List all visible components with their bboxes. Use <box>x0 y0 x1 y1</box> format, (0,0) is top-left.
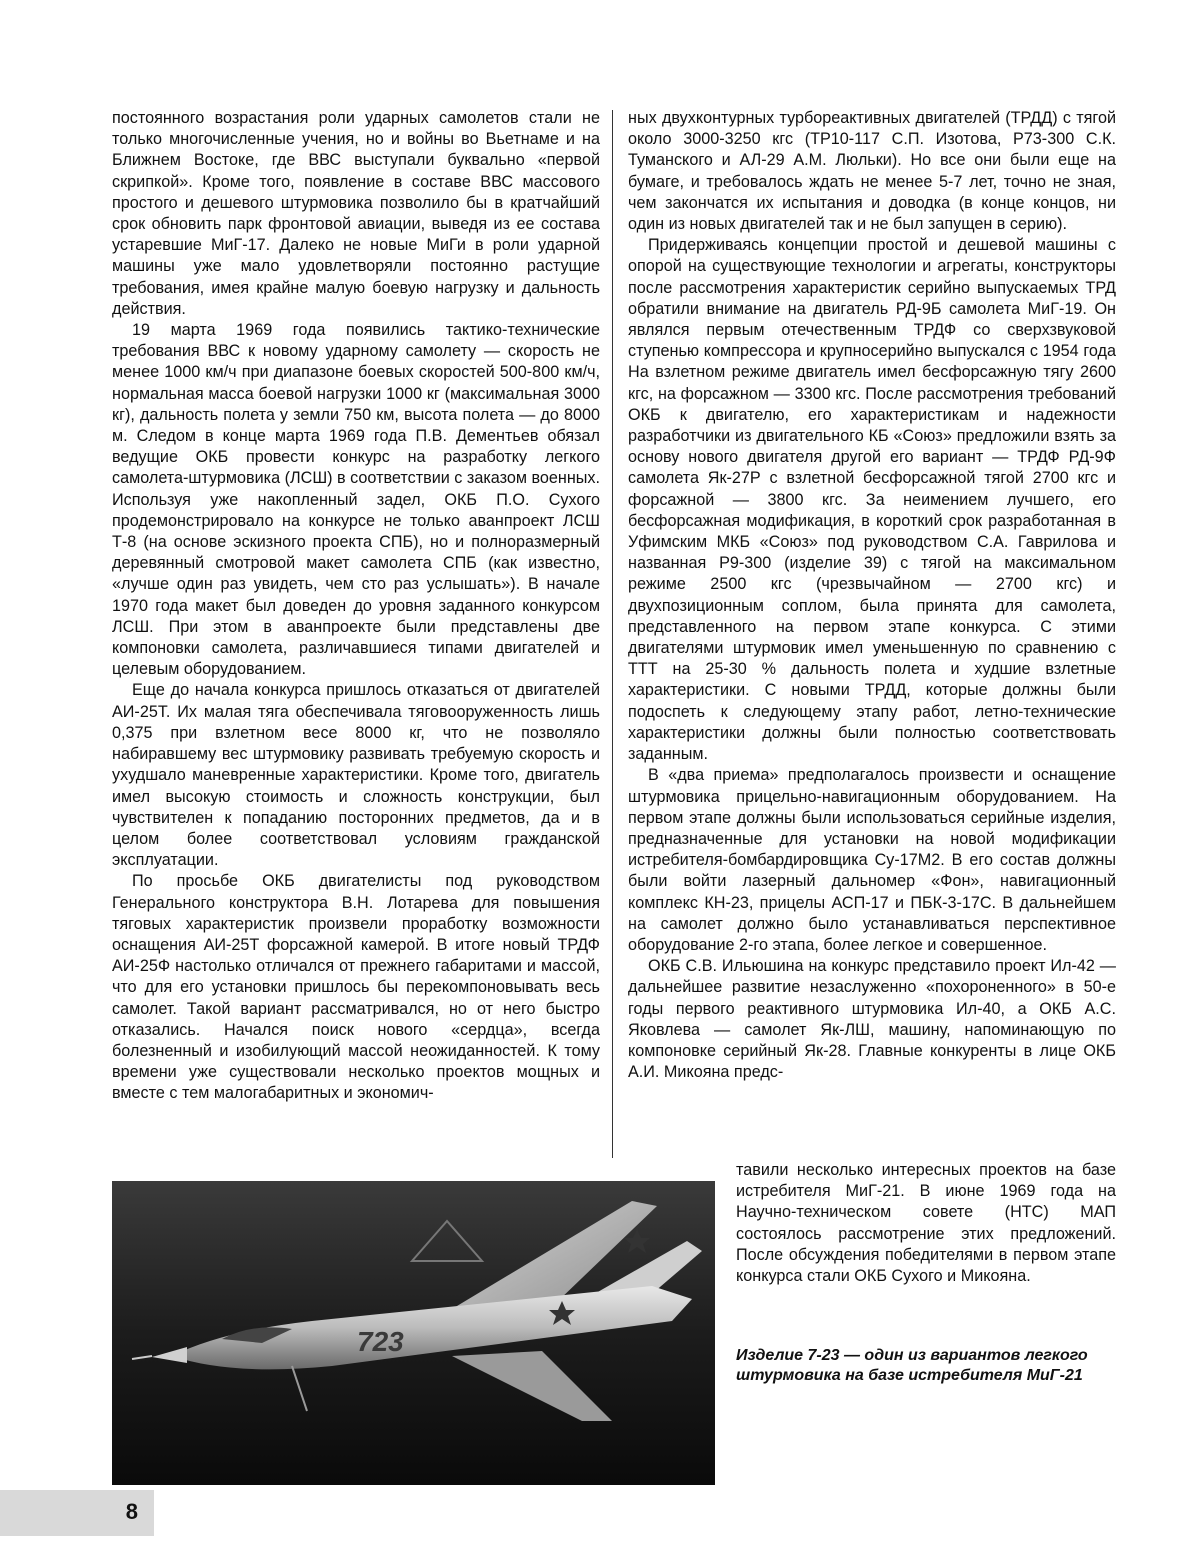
aircraft-photo <box>112 1181 715 1485</box>
paragraph: 19 марта 1969 года появились тактико-технические требования ВВС к новому ударному самолету — скорость не менее 1000 км/ч при диапазоне боевых скоростей 500-800 км/ч, нормальная масса боевой нагрузки 1000 кг (максимальная 3000 кг), дальность полета у земли 750 км, высота полета — до 8000 м. Следом в конце марта 1969 года П.В. Дементьев обязал ведущие ОКБ провести конкурс на разработку легкого самолета-штурмовика (ЛСШ) в соответствии с заказом военных. Используя уже накопленный задел, ОКБ П.О. Сухого продемонстрировало на конкурсе не только аванпроект ЛСШ Т-8 (на основе эскизного проекта СПБ), но и полноразмерный деревянный смотровой макет самолета СПБ (как известно, «лучше один раз увидеть, чем сто раз услышать»). В начале 1970 года макет был доведен до уровня заданного конкурсом ЛСШ. При этом в аванпроекте были представлены две компоновки самолета, различавшиеся типами двигателей и целевым оборудованием. <box>112 321 600 679</box>
paragraph: ных двухконтурных турбореактивных двигателей (ТРДД) с тягой около 3000-3250 кгс (ТР10-117 С.П. Изотова, Р73-300 С.К. Туманского и АЛ-29 А.М. Люльки). Но все они были еще на бумаге, и требовалось ждать не менее 5-7 лет, точно не зная, чем закончатся их испытания и доводка (в конце концов, ни один из новых двигателей так и не был запущен в серию). <box>628 109 1116 234</box>
paragraph: Придерживаясь концепции простой и дешевой машины с опорой на существующие технологии и агрегаты, конструкторы после рассмотрения характеристик серийно выпускаемых ТРД обратили внимание на двигатель РД-9Б самолета МиГ-19. Он являлся первым отечественным ТРДФ со сверхзвуковой ступенью компрессора и крупносерийно выпускался с 1954 года На взлетном режиме двигатель имел бесфорсажную тягу 2600 кгс, на форсажном — 3300 кгс. После рассмотрения требований ОКБ к двигателю, его характеристикам и надежности разработчики из двигательного КБ «Союз» предложили взять за основу нового двигателя другой его вариант — ТРДФ РД-9Ф самолета Як-27Р с взлетной бесфорсажной тягой 2700 кгс и форсажной — 3800 кгс. За неимением лучшего, его бесфорсажная модификация, в короткий срок разработанная в Уфимским МКБ «Союз» под руководством С.А. Гаврилова и названная Р9-300 (изделие 39) с тягой на максимальном режиме 2500 кгс (чрезвычайном — 2700 кгс) и двухпозиционным соплом, была принята для самолета, представленного на первом этапе конкурса. С этими двигателями штурмовик имел уменьшенную по сравнению с ТТТ на 25-30 % дальность полета и худшие взлетные характеристики. С новыми ТРДД, которые должны были подоспеть к следующему этапу работ, летно-технические характеристики должны были полностью соответствовать заданным. <box>628 236 1116 764</box>
paragraph: ОКБ С.В. Ильюшина на конкурс представило проект Ил-42 — дальнейшее развитие незаслуженно «похороненного» в 50-е годы первого реактивного штурмовика Ил-40, а ОКБ А.С. Яковлева — самолет Як-ЛШ, машину, напоминающую по компоновке серийный Як-28. Главные конкуренты в лице ОКБ А.И. Микояна предс- <box>628 957 1116 1082</box>
right-text-column <box>628 108 1116 1083</box>
left-text-column <box>112 108 600 1105</box>
right-text-continuation <box>736 1160 1116 1287</box>
paragraph: постоянного возрастания роли ударных самолетов стали не только многочисленные учения, но и войны во Вьетнаме и на Ближнем Востоке, где ВВС выступали буквально «первой скрипкой». Кроме того, появление в составе ВВС массового простого и дешевого штурмовика позволило бы в кратчайший срок обновить парк фронтовой авиации, выведя из ее состава устаревшие МиГ-17. Далеко не новые МиГи в роли ударной машины уже мало удовлетворяли постоянно растущие требования, имея крайне малую боевую нагрузку и дальность действия. <box>112 109 600 318</box>
paragraph: Еще до начала конкурса пришлось отказаться от двигателей АИ-25Т. Их малая тяга обеспечивала тяговооруженность лишь 0,375 при взлетном весе 8000 кг, что не позволяло набиравшему вес штурмовику развивать требуемую скорость и ухудшало маневренные характеристики. Кроме того, двигатель имел высокую стоимость и сложность конструкции, был чувствителен к попаданию посторонних предметов, да и в целом более соответствовал условиям гражданской эксплуатации. <box>112 681 600 870</box>
column-divider <box>612 110 613 1158</box>
aircraft-number: 723 <box>357 1326 404 1357</box>
page-number: 8 <box>125 1499 138 1524</box>
paragraph: В «два приема» предполагалось произвести и оснащение штурмовика прицельно-навигационным оборудованием. На первом этапе должны были использоваться серийные изделия, предназначенные для установки на новой модификации истребителя-бомбардировщика Су-17М2. В его состав должны были войти лазерный дальномер «Фон», навигационный комплекс КН-23, прицелы АСП-17 и ПБК-3-17С. В дальнейшем на самолет должно было устанавливаться перспективное оборудование 2-го этапа, более легкое и совершенное. <box>628 766 1116 954</box>
paragraph: тавили несколько интересных проектов на базе истребителя МиГ-21. В июне 1969 года на Научно-техническом совете (НТС) МАП состоялось рассмотрение этих предложений. После обсуждения победителями в первом этапе конкурса стали ОКБ Сухого и Микояна. <box>736 1161 1116 1286</box>
paragraph: По просьбе ОКБ двигателисты под руководством Генерального конструктора В.Н. Лотарева для повышения тяговых характеристик произвели проработку возможности оснащения АИ-25Т форсажной камерой. В итоге новый ТРДФ АИ-25Ф настолько отличался от прежнего габаритами и массой, что для его установки пришлось бы перекомпоновывать весь самолет. Такой вариант рассматривался, но от него быстро отказались. Начался поиск нового «сердца», всегда болезненный и изобилующий массой неожиданностей. К тому времени уже существовали несколько проектов мощных и вместе с тем малогабаритных и экономич- <box>112 872 600 1103</box>
page-number-box <box>0 1490 154 1536</box>
figure-caption: Изделие 7-23 — один из вариантов легкого штурмовика на базе истребителя МиГ-21 <box>736 1347 1088 1384</box>
